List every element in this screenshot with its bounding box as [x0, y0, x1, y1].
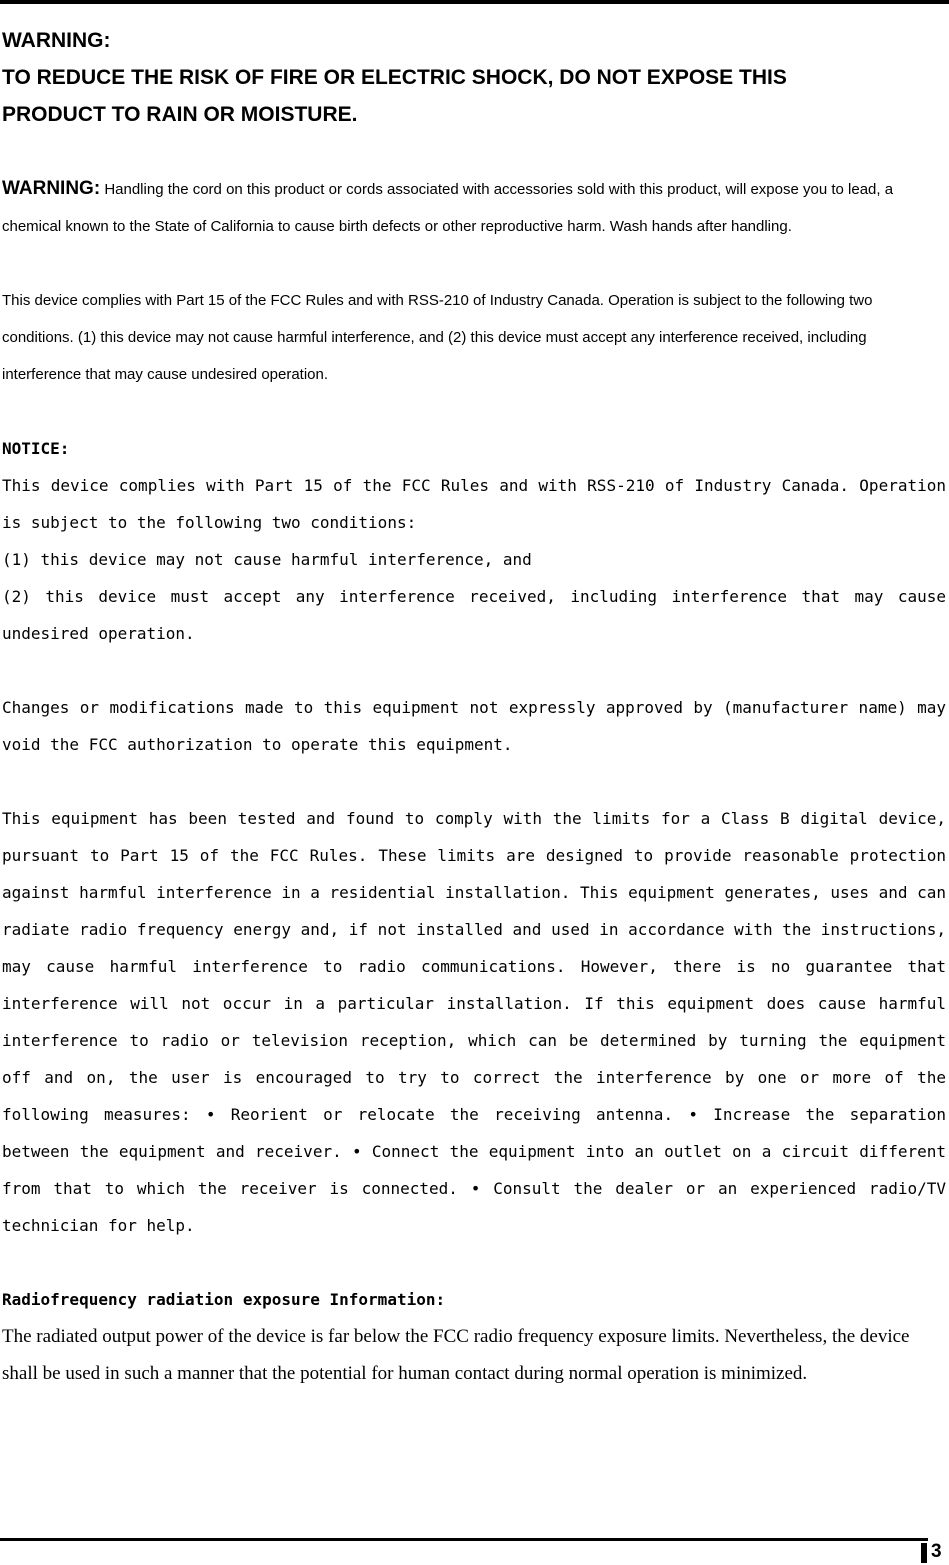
- prop65-paragraph: [2, 170, 946, 245]
- bottom-rule: [0, 1538, 928, 1541]
- rf-exposure-text: The radiated output power of the device is far below the FCC radio frequency exposure limits. Nevertheless, the device shall be used in such a manner that the potential for human contact during normal operation is minimized.: [2, 1326, 910, 1384]
- spacer: [2, 1244, 946, 1281]
- rf-exposure-title: Radiofrequency radiation exposure Information:: [2, 1290, 446, 1309]
- spacer: [2, 652, 946, 689]
- page-number-marker: [921, 1543, 927, 1563]
- changes-paragraph: Changes or modifications made to this equipment not expressly approved by (manufacturer name) may void the FCC authorization to operate this equipment.: [2, 698, 946, 754]
- spacer: [2, 133, 946, 170]
- spacer: [2, 763, 946, 800]
- warning-label: WARNING:: [2, 29, 111, 52]
- prop65-text: Handling the cord on this product or cords associated with accessories sold with this product, will expose you to lead, a chemical known to the State of California to cause birth defects or other reproductive harm. Wash hands after handling.: [2, 181, 894, 235]
- notice-title: NOTICE:: [2, 439, 70, 458]
- warning-line-1: TO REDUCE THE RISK OF FIRE OR ELECTRIC SHOCK, DO NOT EXPOSE THIS: [2, 66, 787, 89]
- fcc-compliance-paragraph: This device complies with Part 15 of the FCC Rules and with RSS-210 of Industry Canada. Operation is subject to the following two conditions. (1) this device may not cause harmful interference, and (2) this device must accept any interference received, including interference that may cause undesired operation.: [2, 292, 873, 383]
- prop65-label: WARNING:: [2, 178, 101, 199]
- notice-intro: This device complies with Part 15 of the FCC Rules and with RSS-210 of Industry Canada. Operation is subject to the following two conditions:: [2, 476, 946, 532]
- notice-condition-1: (1) this device may not cause harmful interference, and: [2, 550, 532, 569]
- warning-line-2: PRODUCT TO RAIN OR MOISTURE.: [2, 103, 358, 126]
- spacer: [2, 245, 946, 282]
- page-number: 3: [931, 1541, 942, 1562]
- spacer: [2, 393, 946, 430]
- notice-condition-2: (2) this device must accept any interference received, including interference that may cause undesired operation.: [2, 587, 946, 643]
- document-body: [2, 22, 946, 1392]
- top-rule: [0, 0, 949, 4]
- class-b-paragraph: This equipment has been tested and found to comply with the limits for a Class B digital device, pursuant to Part 15 of the FCC Rules. These limits are designed to provide reasonable protection against harmful interference in a residential installation. This equipment generates, uses and can radiate radio frequency energy and, if not installed and used in accordance with the instructions, may cause harmful interference to radio communications. However, there is no guarantee that interference will not occur in a particular installation. If this equipment does cause harmful interference to radio or television reception, which can be determined by turning the equipment off and on, the user is encouraged to try to correct the interference by one or more of the following measures: • Reorient or relocate the receiving antenna. • Increase the separation between the equipment and receiver. • Connect the equipment into an outlet on a circuit different from that to which the receiver is connected. • Consult the dealer or an experienced radio/TV technician for help.: [2, 809, 947, 1235]
